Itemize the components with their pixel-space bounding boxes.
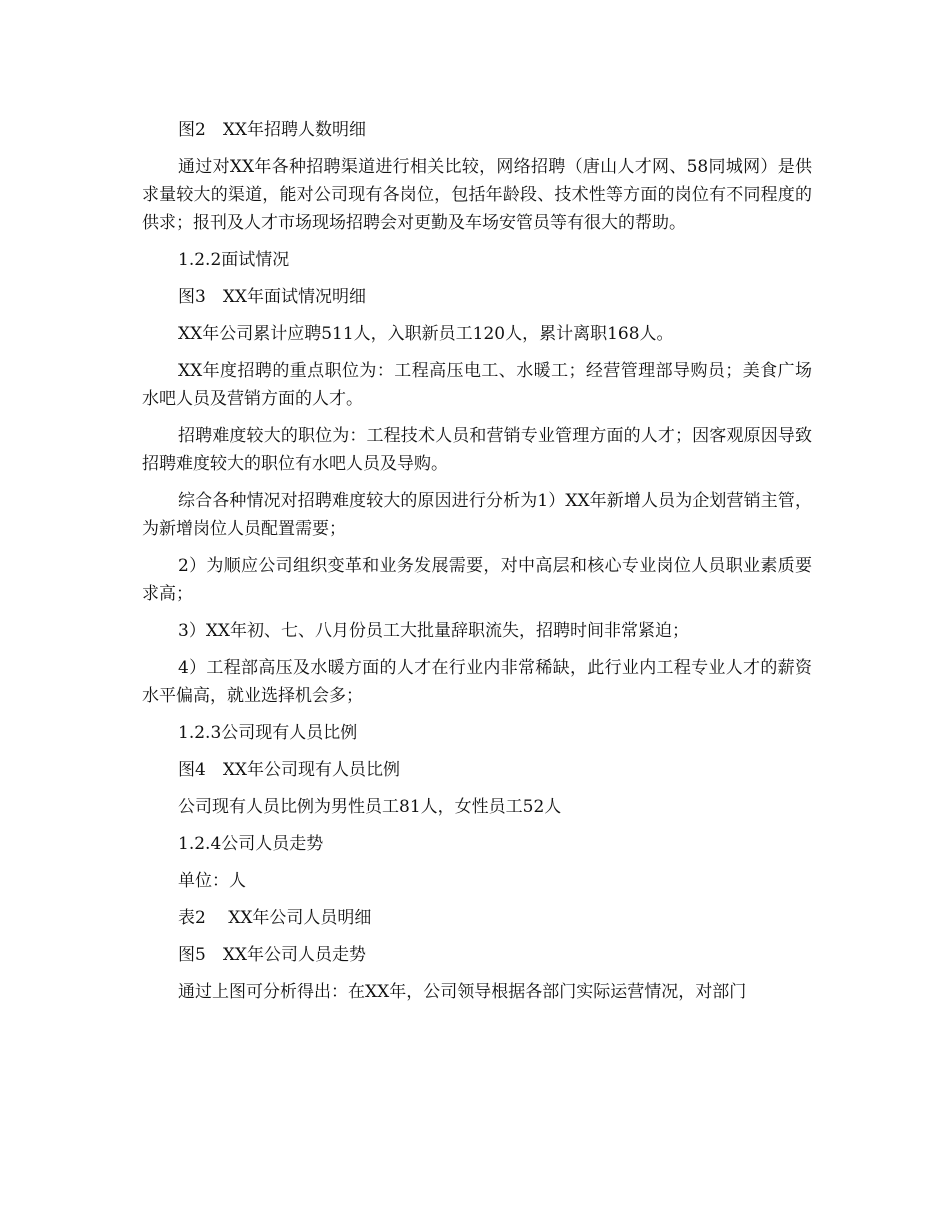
figure-caption-2: 图2 XX年招聘人数明细 — [178, 120, 367, 140]
paragraph-difficult-positions: 招聘难度较大的职位为：工程技术人员和营销专业管理方面的人才；因客观原因导致招聘难度较大的职位有水吧人员及导购。 — [142, 426, 812, 474]
section-heading-1-2-4: 1.2.4公司人员走势 — [178, 834, 324, 854]
paragraph-analysis-4: 4）工程部高压及水暖方面的人才在行业内非常稀缺，此行业内工程专业人才的薪资水平偏高，就业选择机会多； — [142, 658, 812, 706]
document-body — [142, 116, 812, 1015]
unit-label: 单位：人 — [178, 871, 246, 891]
section-heading-1-2-2: 1.2.2面试情况 — [178, 250, 290, 270]
paragraph-key-positions: XX年度招聘的重点职位为：工程高压电工、水暖工；经营管理部导购员；美食广场水吧人员及营销方面的人才。 — [142, 361, 812, 409]
figure-caption-3: 图3 XX年面试情况明细 — [178, 287, 367, 307]
paragraph-trend-analysis: 通过上图可分析得出：在XX年，公司领导根据各部门实际运营情况，对部门 — [178, 982, 747, 1002]
paragraph-analysis-1: 综合各种情况对招聘难度较大的原因进行分析为1）XX年新增人员为企划营销主管，为新增岗位人员配置需要； — [142, 491, 812, 539]
paragraph-analysis-2: 2）为顺应公司组织变革和业务发展需要，对中高层和核心专业岗位人员职业素质要求高； — [142, 556, 812, 604]
paragraph-applicants: XX年公司累计应聘511人，入职新员工120人，累计离职168人。 — [178, 324, 674, 344]
paragraph-analysis-3: 3）XX年初、七、八月份员工大批量辞职流失，招聘时间非常紧迫； — [178, 621, 690, 641]
table-caption-2: 表2 XX年公司人员明细 — [178, 908, 372, 928]
paragraph-gender-ratio: 公司现有人员比例为男性员工81人，女性员工52人 — [178, 797, 562, 817]
paragraph-recruit-channels: 通过对XX年各种招聘渠道进行相关比较，网络招聘（唐山人才网、58同城网）是供求量较大的渠道，能对公司现有各岗位，包括年龄段、技术性等方面的岗位有不同程度的供求；报刊及人才市场现场招聘会对更勤及车场安管员等有很大的帮助。 — [142, 157, 812, 233]
section-heading-1-2-3: 1.2.3公司现有人员比例 — [178, 723, 358, 743]
figure-caption-5: 图5 XX年公司人员走势 — [178, 945, 367, 965]
figure-caption-4: 图4 XX年公司现有人员比例 — [178, 760, 401, 780]
